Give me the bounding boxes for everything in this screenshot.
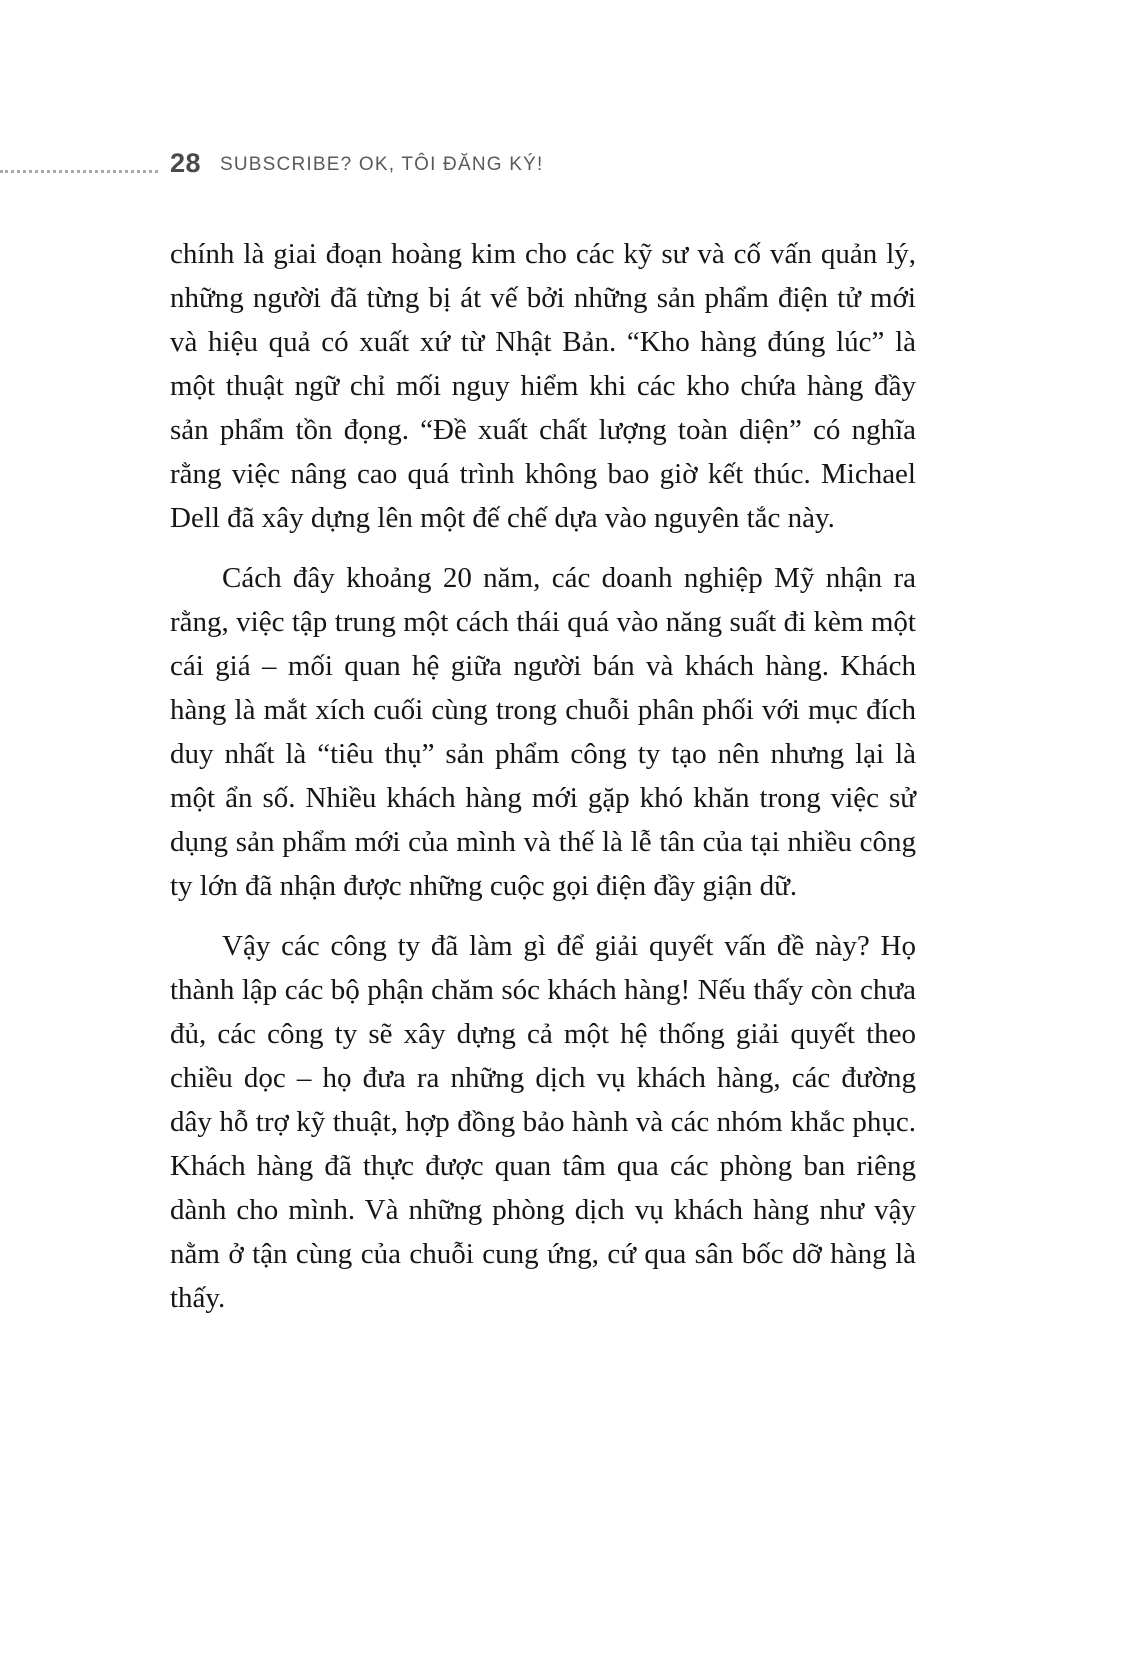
dotted-leader [0,170,158,173]
running-header [0,148,1125,188]
body-paragraph: Cách đây khoảng 20 năm, các doanh nghiệp Mỹ nhận ra rằng, việc tập trung một cách thái quá vào năng suất đi kèm một cái giá – mối quan hệ giữa người bán và khách hàng. Khách hàng là mắt xích cuối cùng trong chuỗi phân phối với mục đích duy nhất là “tiêu thụ” sản phẩm công ty tạo nên nhưng lại là một ẩn số. Nhiều khách hàng mới gặp khó khăn trong việc sử dụng sản phẩm mới của mình và thế là lễ tân của tại nhiều công ty lớn đã nhận được những cuộc gọi điện đầy giận dữ. [170,562,916,902]
body-paragraph: chính là giai đoạn hoàng kim cho các kỹ sư và cố vấn quản lý, những người đã từng bị át vế bởi những sản phẩm điện tử mới và hiệu quả có xuất xứ từ Nhật Bản. “Kho hàng đúng lúc” là một thuật ngữ chỉ mối nguy hiểm khi các kho chứa hàng đầy sản phẩm tồn đọng. “Đề xuất chất lượng toàn diện” có nghĩa rằng việc nâng cao quá trình không bao giờ kết thúc. Michael Dell đã xây dựng lên một đế chế dựa vào nguyên tắc này. [170,238,916,534]
body-text [170,232,916,1336]
running-title: SUBSCRIBE? OK, TÔI ĐĂNG KÝ! [220,154,544,175]
body-paragraph: Vậy các công ty đã làm gì để giải quyết vấn đề này? Họ thành lập các bộ phận chăm sóc khách hàng! Nếu thấy còn chưa đủ, các công ty sẽ xây dựng cả một hệ thống giải quyết theo chiều dọc – họ đưa ra những dịch vụ khách hàng, các đường dây hỗ trợ kỹ thuật, hợp đồng bảo hành và các nhóm khắc phục. Khách hàng đã thực được quan tâm qua các phòng ban riêng dành cho mình. Và những phòng dịch vụ khách hàng như vậy nằm ở tận cùng của chuỗi cung ứng, cứ qua sân bốc dỡ hàng là thấy. [170,930,916,1314]
page-number: 28 [170,148,202,178]
